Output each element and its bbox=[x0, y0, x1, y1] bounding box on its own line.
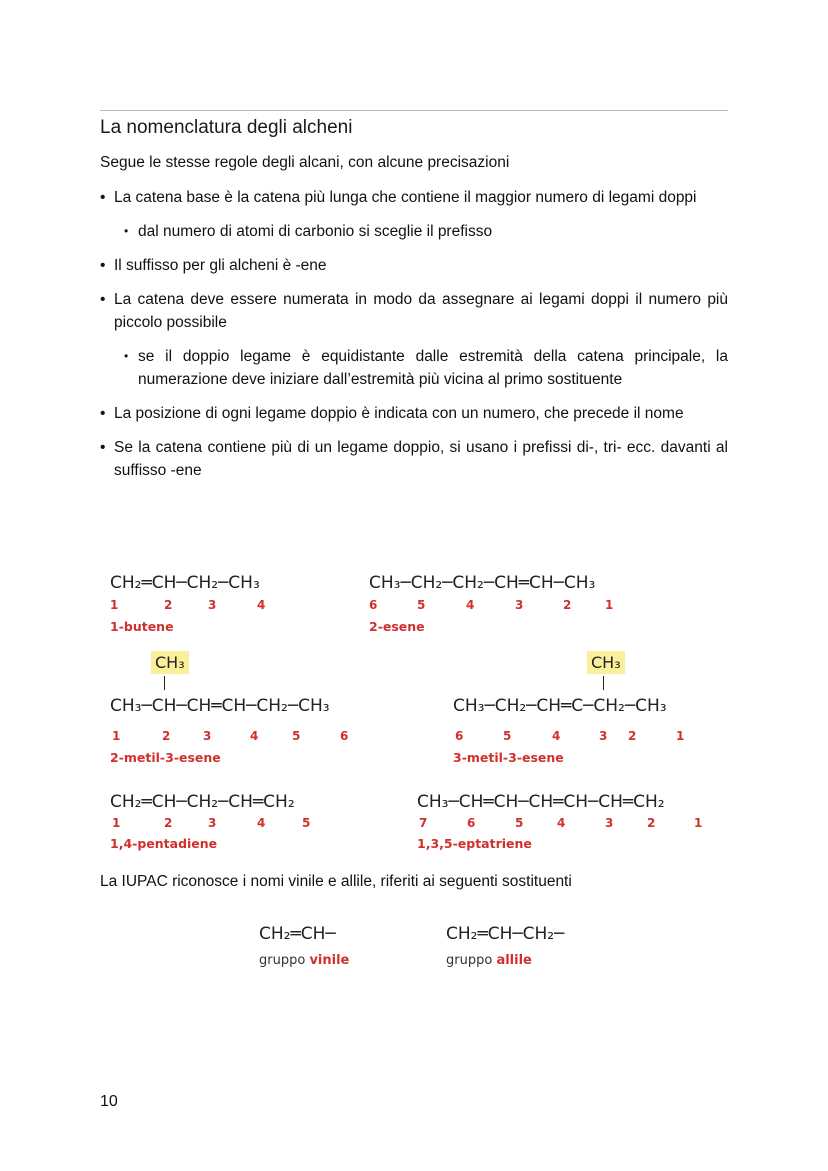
carbon-number: 6 bbox=[340, 729, 349, 743]
compound-name: 2-metil-3-esene bbox=[110, 750, 221, 765]
compound-name: 1,4-pentadiene bbox=[110, 836, 218, 851]
carbon-number: 6 bbox=[369, 598, 378, 612]
carbon-number: 4 bbox=[250, 729, 259, 743]
sub-list bbox=[124, 220, 728, 243]
group-name: vinile bbox=[309, 953, 350, 968]
carbon-number: 1 bbox=[676, 729, 685, 743]
carbon-number: 2 bbox=[162, 729, 171, 743]
list-item: • dal numero di atomi di carbonio si sceglie il prefisso bbox=[124, 220, 728, 243]
carbon-number: 3 bbox=[208, 598, 217, 612]
carbon-number: 5 bbox=[302, 816, 311, 830]
carbon-number: 1 bbox=[694, 816, 703, 830]
group-label-vinile bbox=[259, 953, 349, 968]
sub-list bbox=[124, 345, 728, 391]
group-prefix: gruppo bbox=[259, 953, 306, 968]
carbon-number: 4 bbox=[257, 816, 266, 830]
carbon-number: 3 bbox=[208, 816, 217, 830]
branch-bond bbox=[164, 676, 165, 690]
carbon-number: 3 bbox=[203, 729, 212, 743]
carbon-number: 4 bbox=[466, 598, 475, 612]
list-item: • se il doppio legame è equidistante dalle estremità della catena principale, la numerazione deve iniziare dall’estremità più vicina al primo sostituente bbox=[124, 345, 728, 391]
carbon-number: 2 bbox=[647, 816, 656, 830]
compound-name: 3-metil-3-esene bbox=[453, 750, 564, 765]
list-item: • Il suffisso per gli alcheni è -ene bbox=[100, 254, 728, 277]
carbon-number: 5 bbox=[292, 729, 301, 743]
compound-name: 1,3,5-eptatriene bbox=[417, 836, 532, 851]
group-prefix: gruppo bbox=[446, 953, 493, 968]
iupac-note: La IUPAC riconosce i nomi vinile e allile, riferiti ai seguenti sostituenti bbox=[100, 873, 572, 890]
carbon-number: 2 bbox=[628, 729, 637, 743]
carbon-number: 1 bbox=[110, 598, 119, 612]
list-item: • La catena base è la catena più lunga che contiene il maggior numero di legami doppi bbox=[100, 186, 728, 209]
formula-allile: CH₂═CH─CH₂─ bbox=[446, 924, 565, 944]
compound-name: 1-butene bbox=[110, 619, 174, 634]
carbon-number: 2 bbox=[164, 598, 173, 612]
top-divider bbox=[100, 110, 728, 111]
formula-2-metil-3-esene: CH₃─CH─CH═CH─CH₂─CH₃ bbox=[110, 696, 330, 716]
list-item: • La posizione di ogni legame doppio è indicata con un numero, che precede il nome bbox=[100, 402, 728, 425]
carbon-number: 6 bbox=[467, 816, 476, 830]
carbon-number: 5 bbox=[515, 816, 524, 830]
formula-vinile: CH₂═CH─ bbox=[259, 924, 336, 944]
group-label-allile bbox=[446, 953, 532, 968]
formula-pentadiene: CH₂═CH─CH₂─CH═CH₂ bbox=[110, 792, 295, 812]
section-title: La nomenclatura degli alcheni bbox=[100, 117, 353, 138]
formula-esene: CH₃─CH₂─CH₂─CH═CH─CH₃ bbox=[369, 573, 596, 593]
carbon-number: 5 bbox=[417, 598, 426, 612]
carbon-number: 3 bbox=[515, 598, 524, 612]
branch-bond bbox=[603, 676, 604, 690]
intro-text: Segue le stesse regole degli alcani, con alcune precisazioni bbox=[100, 154, 510, 171]
carbon-number: 3 bbox=[599, 729, 608, 743]
methyl-branch-highlight: CH₃ bbox=[151, 651, 189, 674]
carbon-number: 2 bbox=[164, 816, 173, 830]
carbon-number: 6 bbox=[455, 729, 464, 743]
carbon-number: 3 bbox=[605, 816, 614, 830]
carbon-number: 2 bbox=[563, 598, 572, 612]
compound-name: 2-esene bbox=[369, 619, 425, 634]
carbon-number: 4 bbox=[257, 598, 266, 612]
carbon-number: 1 bbox=[112, 816, 121, 830]
list-item: • La catena deve essere numerata in modo da assegnare ai legami doppi il numero più piccolo possibile bbox=[100, 288, 728, 334]
carbon-number: 7 bbox=[419, 816, 428, 830]
formula-butene: CH₂═CH─CH₂─CH₃ bbox=[110, 573, 260, 593]
group-name: allile bbox=[496, 953, 532, 968]
formula-3-metil-3-esene: CH₃─CH₂─CH═C─CH₂─CH₃ bbox=[453, 696, 667, 716]
carbon-number: 5 bbox=[503, 729, 512, 743]
list-item: • Se la catena contiene più di un legame doppio, si usano i prefissi di-, tri- ecc. davanti al suffisso -ene bbox=[100, 436, 728, 482]
rules-list bbox=[100, 186, 728, 493]
carbon-number: 4 bbox=[557, 816, 566, 830]
formula-eptatriene: CH₃─CH═CH─CH═CH─CH═CH₂ bbox=[417, 792, 665, 812]
carbon-number: 1 bbox=[112, 729, 121, 743]
methyl-branch-highlight: CH₃ bbox=[587, 651, 625, 674]
page-number: 10 bbox=[100, 1093, 118, 1110]
carbon-number: 4 bbox=[552, 729, 561, 743]
carbon-number: 1 bbox=[605, 598, 614, 612]
